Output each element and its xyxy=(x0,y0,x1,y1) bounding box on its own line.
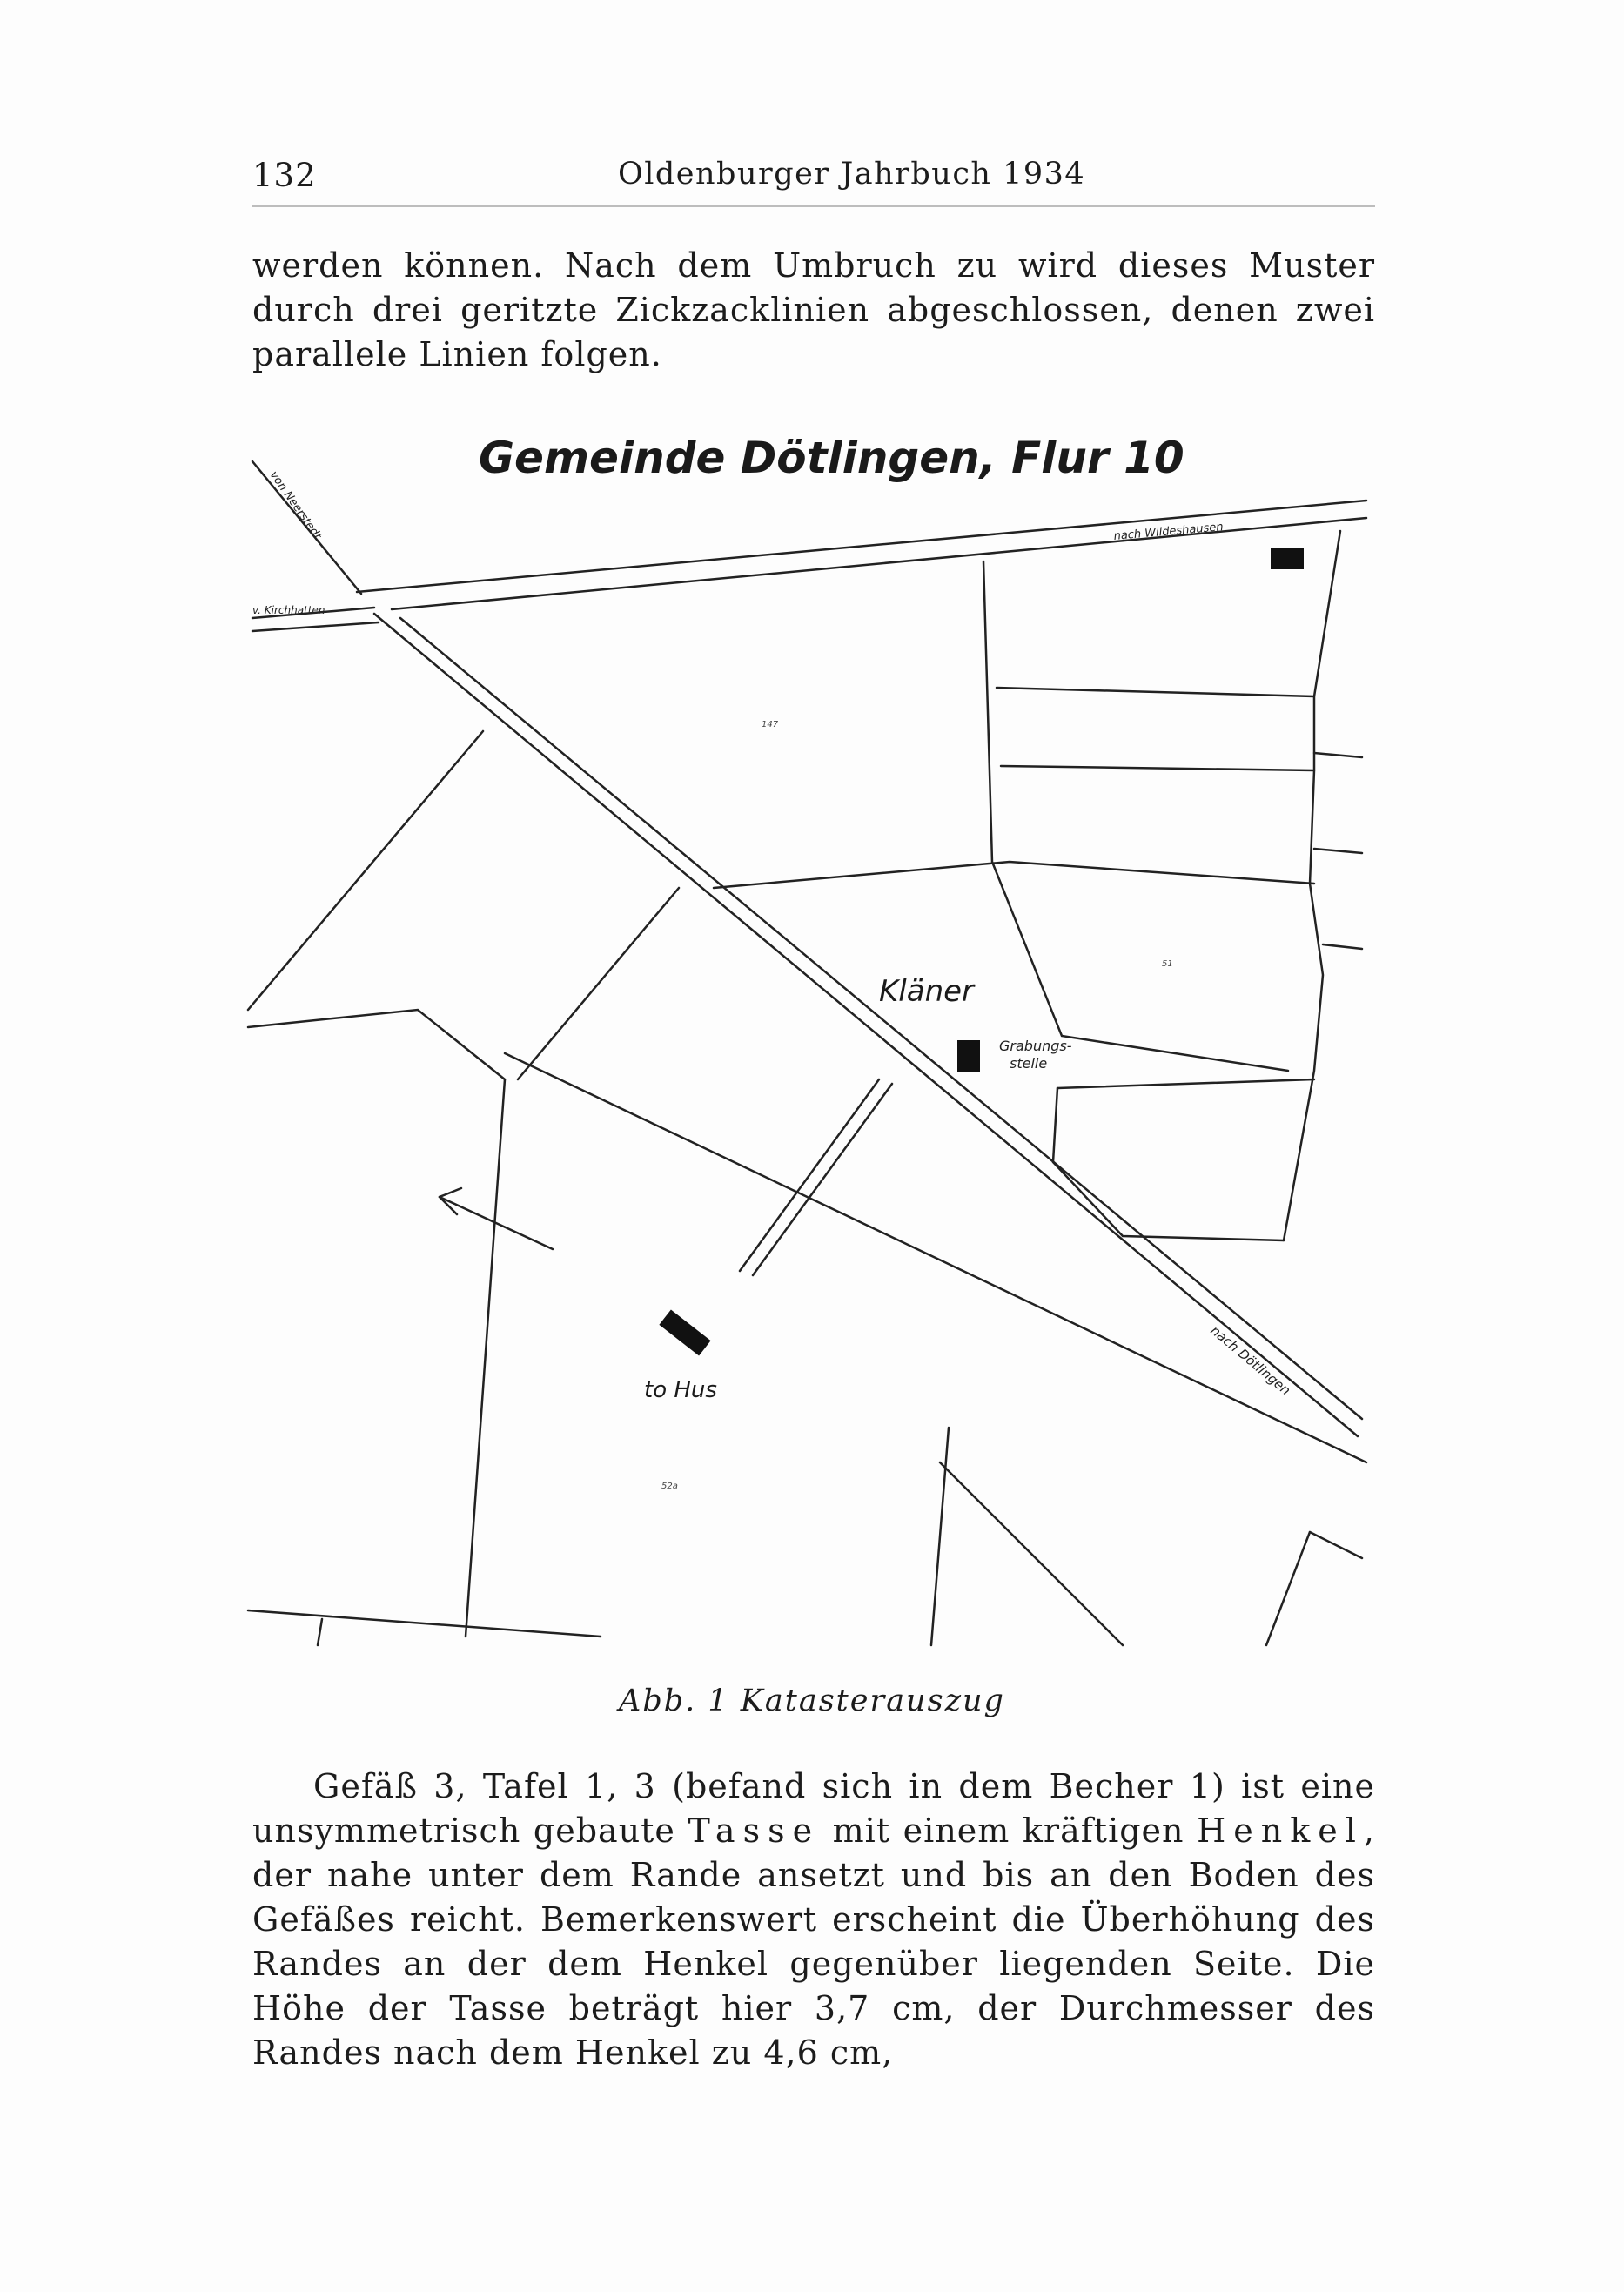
paragraph-bottom-part3: , der nahe unter dem Rande ansetzt und bis an den Boden des Gefäßes reicht. Bemerkenswert erscheint die Überhöhung des Randes an der dem Henkel gegenüber liegenden Seite. Die Höhe der Tasse beträgt hier 3,7 cm, der Durchmesser des Randes nach dem Henkel zu 4,6 cm, xyxy=(252,1811,1375,2072)
label-nach-dotlingen: nach Dötlingen xyxy=(1207,1322,1294,1399)
paragraph-bottom-part1: Gefäß 3, Tafel 1, 3 (befand sich in dem Becher 1) ist eine unsymmetrisch gebaute xyxy=(252,1767,1375,1850)
page-number: 132 xyxy=(252,157,317,194)
paragraph-top-text: werden können. Nach dem Umbruch zu wird dieses Muster durch drei geritzte Zickzacklinien abgeschlossen, denen zwei parallele Linien folgen. xyxy=(252,246,1375,373)
figure-caption: Abb. 1 Katasterauszug xyxy=(619,1684,1005,1718)
paragraph-bottom-part2: mit einem kräftigen xyxy=(820,1811,1198,1850)
excavation-marker xyxy=(957,1040,980,1072)
label-to-hus: to Hus xyxy=(644,1377,717,1403)
map-title: Gemeinde Dötlingen, Flur 10 xyxy=(479,433,1184,483)
cadastral-map xyxy=(244,409,1384,1671)
house-marker xyxy=(659,1309,710,1355)
label-grabungsstelle-line2: stelle xyxy=(1010,1055,1048,1072)
paragraph-bottom-text xyxy=(252,1764,1375,2075)
label-grabungsstelle-line1: Grabungs- xyxy=(999,1038,1072,1054)
header-rule xyxy=(252,205,1375,207)
spaced-word-tasse: Tasse xyxy=(688,1811,821,1850)
paragraph-top xyxy=(252,244,1375,377)
spaced-word-henkel: Henkel xyxy=(1197,1811,1364,1850)
label-von-neerstedt: von Neerstedt xyxy=(266,468,324,542)
building-marker-ne xyxy=(1271,548,1304,569)
parcel-number-a: 147 xyxy=(762,720,779,729)
paragraph-bottom xyxy=(252,1764,1375,2075)
parcel-number-c: 52a xyxy=(661,1482,678,1491)
page-header xyxy=(252,157,1375,200)
label-nach-wildeshausen: nach Wildeshausen xyxy=(1113,521,1225,543)
parcel-number-b: 51 xyxy=(1162,959,1173,969)
running-title: Oldenburger Jahrbuch 1934 xyxy=(618,157,1086,192)
label-klaner: Kläner xyxy=(879,974,975,1009)
label-kirchhatten: v. Kirchhatten xyxy=(252,604,325,616)
